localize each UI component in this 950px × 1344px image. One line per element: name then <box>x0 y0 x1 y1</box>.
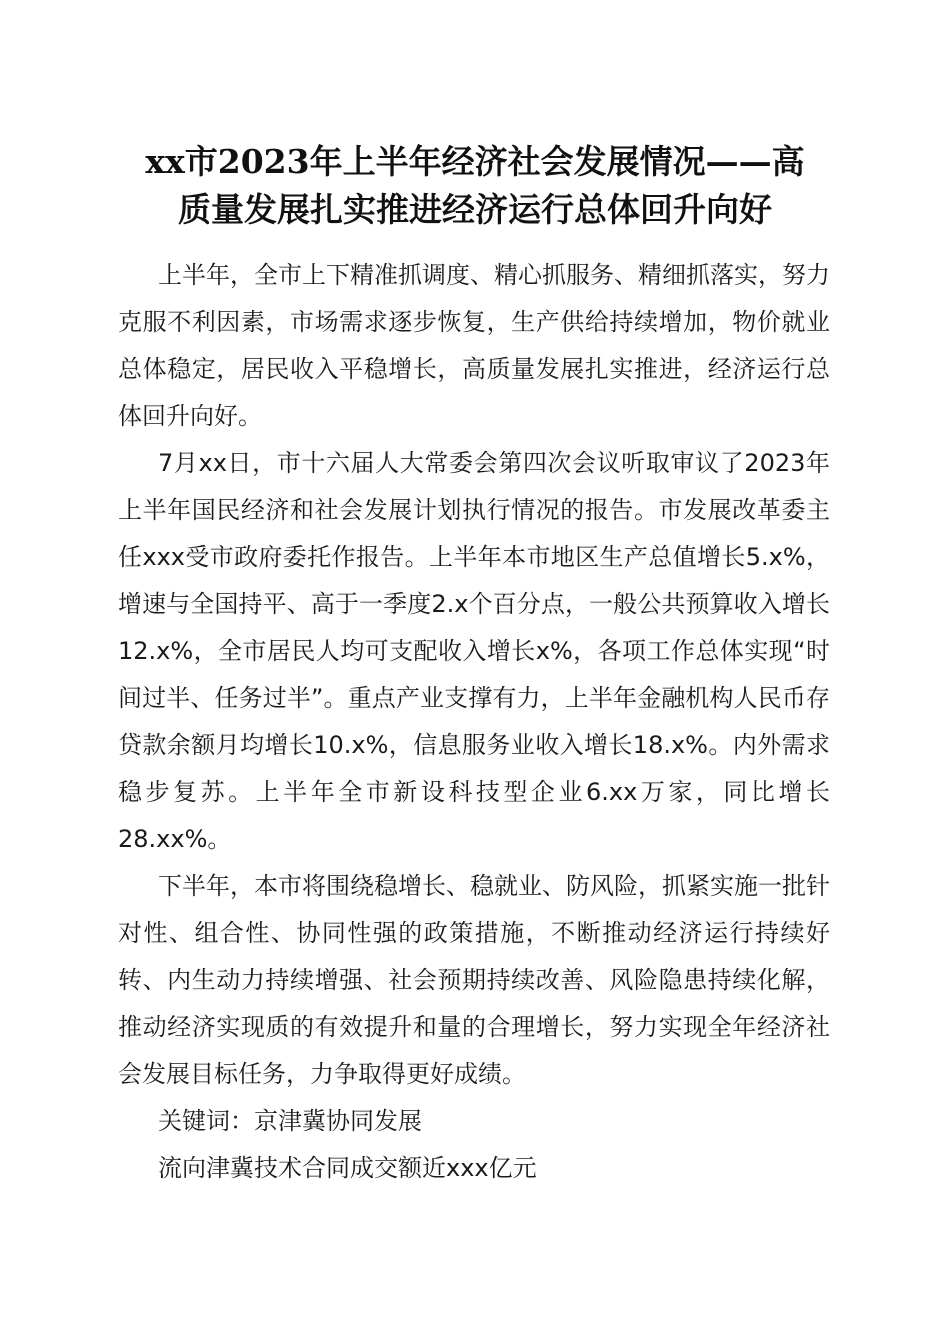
document-title <box>100 138 850 234</box>
title-line-1: xx市2023年上半年经济社会发展情况——高 <box>145 142 805 181</box>
title-line-2: 质量发展扎实推进经济运行总体回升向好 <box>178 190 772 229</box>
paragraph-outlook: 下半年，本市将围绕稳增长、稳就业、防风险，抓紧实施一批针对性、组合性、协同性强的政策措施，不断推动经济运行持续好转、内生动力持续增强、社会预期持续改善、风险隐患持续化解，推动经济实现质的有效提升和量的合理增长，努力实现全年经济社会发展目标任务，力争取得更好成绩。 <box>118 872 830 1088</box>
document-body <box>118 252 830 1192</box>
paragraph-overview: 上半年，全市上下精准抓调度、精心抓服务、精细抓落实，努力克服不利因素，市场需求逐步恢复，生产供给持续增加，物价就业总体稳定，居民收入平稳增长，高质量发展扎实推进，经济运行总体回升向好。 <box>118 261 830 430</box>
paragraph-report: 7月xx日，市十六届人大常委会第四次会议听取审议了2023年上半年国民经济和社会发展计划执行情况的报告。市发展改革委主任xxx受市政府委托作报告。上半年本市地区生产总值增长5.x%，增速与全国持平、高于一季度2.x个百分点，一般公共预算收入增长12.x%，全市居民人均可支配收入增长x%，各项工作总体实现“时间过半、任务过半”。重点产业支撑有力，上半年金融机构人民币存贷款余额月均增长10.x%，信息服务业收入增长18.x%。内外需求稳步复苏。上半年全市新设科技型企业6.xx万家，同比增长28.xx%。 <box>118 449 830 853</box>
subheading-line: 流向津冀技术合同成交额近xxx亿元 <box>158 1154 537 1182</box>
keywords-line: 关键词：京津冀协同发展 <box>158 1107 422 1135</box>
